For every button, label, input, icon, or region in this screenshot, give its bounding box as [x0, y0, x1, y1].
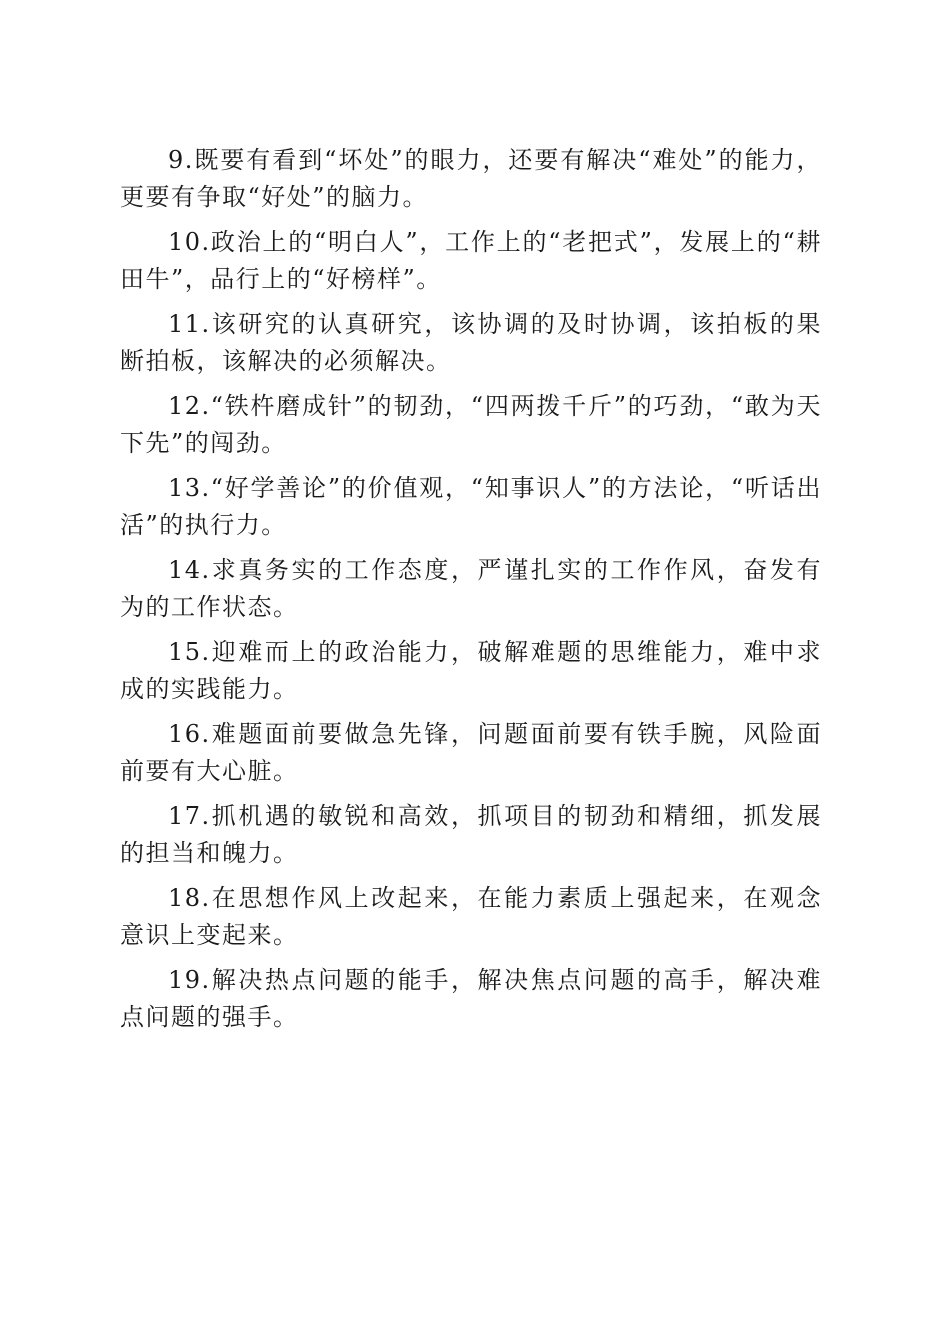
paragraph-11: 11.该研究的认真研究，该协调的及时协调，该拍板的果断拍板，该解决的必须解决。: [120, 310, 822, 375]
paragraph-19: 19.解决热点问题的能手，解决焦点问题的高手，解决难点问题的强手。: [120, 966, 822, 1031]
paragraph-18: 18.在思想作风上改起来，在能力素质上强起来，在观念意识上变起来。: [120, 884, 822, 949]
document-body: [120, 142, 822, 1044]
paragraph-17: 17.抓机遇的敏锐和高效，抓项目的韧劲和精细，抓发展的担当和魄力。: [120, 802, 822, 867]
paragraph-14: 14.求真务实的工作态度，严谨扎实的工作作风，奋发有为的工作状态。: [120, 556, 822, 621]
paragraph-10: 10.政治上的“明白人”，工作上的“老把式”，发展上的“耕田牛”，品行上的“好榜样”。: [120, 228, 822, 293]
paragraph-13: 13.“好学善论”的价值观，“知事识人”的方法论，“听话出活”的执行力。: [120, 474, 822, 539]
paragraph-12: 12.“铁杵磨成针”的韧劲，“四两拨千斤”的巧劲，“敢为天下先”的闯劲。: [120, 392, 822, 457]
paragraph-9: 9.既要有看到“坏处”的眼力，还要有解决“难处”的能力，更要有争取“好处”的脑力。: [120, 146, 822, 211]
paragraph-15: 15.迎难而上的政治能力，破解难题的思维能力，难中求成的实践能力。: [120, 638, 822, 703]
paragraph-16: 16.难题面前要做急先锋，问题面前要有铁手腕，风险面前要有大心脏。: [120, 720, 822, 785]
